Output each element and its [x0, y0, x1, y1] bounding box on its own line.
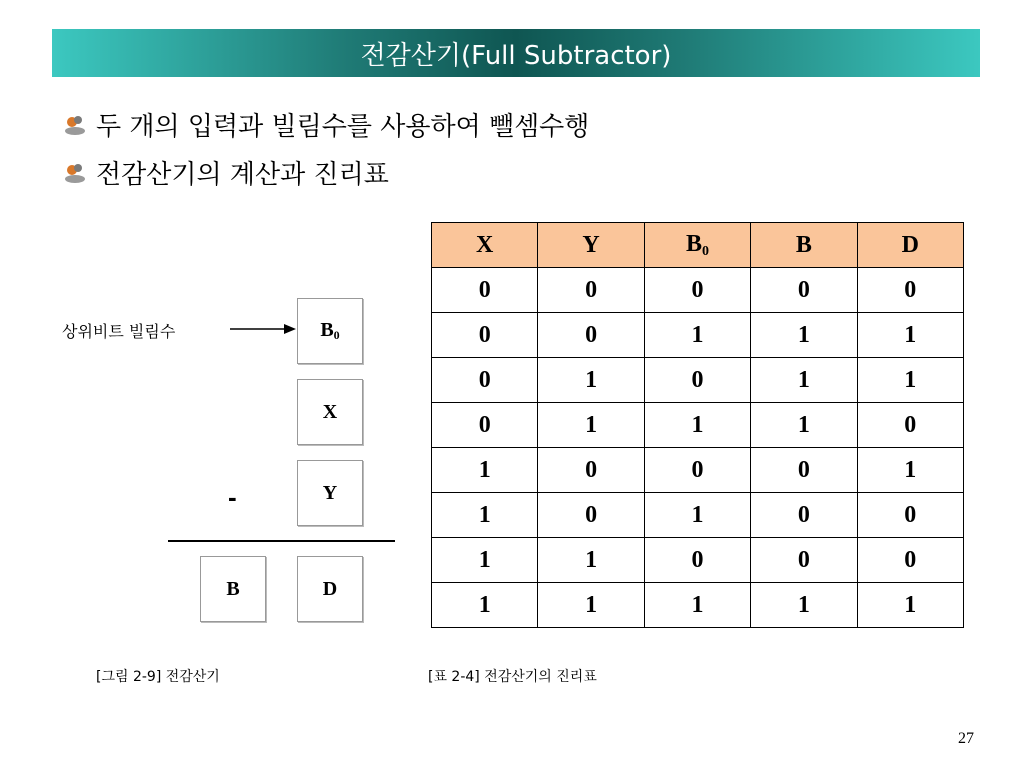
minus-sign: - [228, 482, 237, 512]
page-number: 27 [958, 730, 974, 747]
table-cell: 1 [644, 493, 750, 538]
table-cell: 0 [538, 313, 644, 358]
table-row [432, 538, 964, 583]
table-row [432, 583, 964, 628]
table-cell: 1 [644, 313, 750, 358]
table-cell: 0 [857, 268, 963, 313]
truth-table-body [432, 268, 964, 628]
table-row [432, 493, 964, 538]
table-cell: 0 [432, 358, 538, 403]
table-cell: 0 [432, 313, 538, 358]
table-cell: 1 [432, 538, 538, 583]
table-cell: 0 [751, 448, 857, 493]
box-b-label: B [226, 577, 240, 600]
box-d-label: D [322, 577, 338, 600]
header-y: Y [538, 223, 644, 268]
figure-caption: [그림 2-9] 전감산기 [96, 669, 220, 685]
table-cell: 0 [751, 538, 857, 583]
header-d: D [857, 223, 963, 268]
table-cell: 0 [857, 493, 963, 538]
table-cell: 1 [751, 583, 857, 628]
table-cell: 0 [644, 268, 750, 313]
truth-table-header-row [432, 223, 964, 268]
bullet-text: 전감산기의 계산과 진리표 [96, 159, 389, 190]
table-cell: 0 [644, 538, 750, 583]
table-cell: 0 [432, 403, 538, 448]
table-cell: 1 [538, 358, 644, 403]
result-divider-line [168, 540, 395, 542]
table-cell: 0 [538, 268, 644, 313]
table-row [432, 358, 964, 403]
truth-table [431, 222, 964, 628]
bullet-text: 두 개의 입력과 빌림수를 사용하여 뺄셈수행 [96, 111, 590, 142]
bullet-item [62, 148, 589, 196]
table-row [432, 448, 964, 493]
table-cell: 1 [538, 403, 644, 448]
arrow-right-icon [228, 323, 298, 335]
table-cell: 0 [644, 358, 750, 403]
table-cell: 1 [644, 583, 750, 628]
bullet-item [62, 100, 589, 148]
table-cell: 1 [857, 313, 963, 358]
box-d [297, 556, 363, 622]
slide-title: 전감산기(Full Subtractor) [360, 40, 672, 71]
table-cell: 1 [538, 583, 644, 628]
table-cell: 0 [857, 538, 963, 583]
table-cell: 1 [857, 358, 963, 403]
table-cell: 1 [432, 493, 538, 538]
table-cell: 0 [538, 493, 644, 538]
table-cell: 1 [538, 538, 644, 583]
box-borrow-in [297, 298, 363, 364]
bullet-list [62, 100, 589, 196]
box-b [200, 556, 266, 622]
box-x-label: X [322, 400, 338, 423]
table-row [432, 268, 964, 313]
table-cell: 0 [644, 448, 750, 493]
box-y-label: Y [322, 481, 338, 504]
table-cell: 0 [538, 448, 644, 493]
borrow-in-label: 상위비트 빌림수 [62, 322, 176, 341]
table-cell: 0 [857, 403, 963, 448]
table-row [432, 313, 964, 358]
header-x: X [432, 223, 538, 268]
table-cell: 0 [432, 268, 538, 313]
table-cell: 0 [751, 493, 857, 538]
table-cell: 1 [751, 313, 857, 358]
table-row [432, 403, 964, 448]
table-cell: 1 [432, 583, 538, 628]
table-cell: 1 [751, 358, 857, 403]
box-x [297, 379, 363, 445]
box-borrow-in-label: $B_0$ [320, 319, 340, 342]
table-cell: 1 [644, 403, 750, 448]
header-b0: $B_0$ [644, 223, 750, 268]
person-bullet-icon [62, 111, 88, 137]
box-y [297, 460, 363, 526]
table-caption: [표 2-4] 전감산기의 진리표 [428, 669, 597, 685]
slide-title-bar [52, 29, 980, 77]
table-cell: 1 [751, 403, 857, 448]
table-cell: 1 [857, 583, 963, 628]
table-cell: 1 [857, 448, 963, 493]
header-b: B [751, 223, 857, 268]
table-cell: 1 [432, 448, 538, 493]
person-bullet-icon [62, 159, 88, 185]
table-cell: 0 [751, 268, 857, 313]
